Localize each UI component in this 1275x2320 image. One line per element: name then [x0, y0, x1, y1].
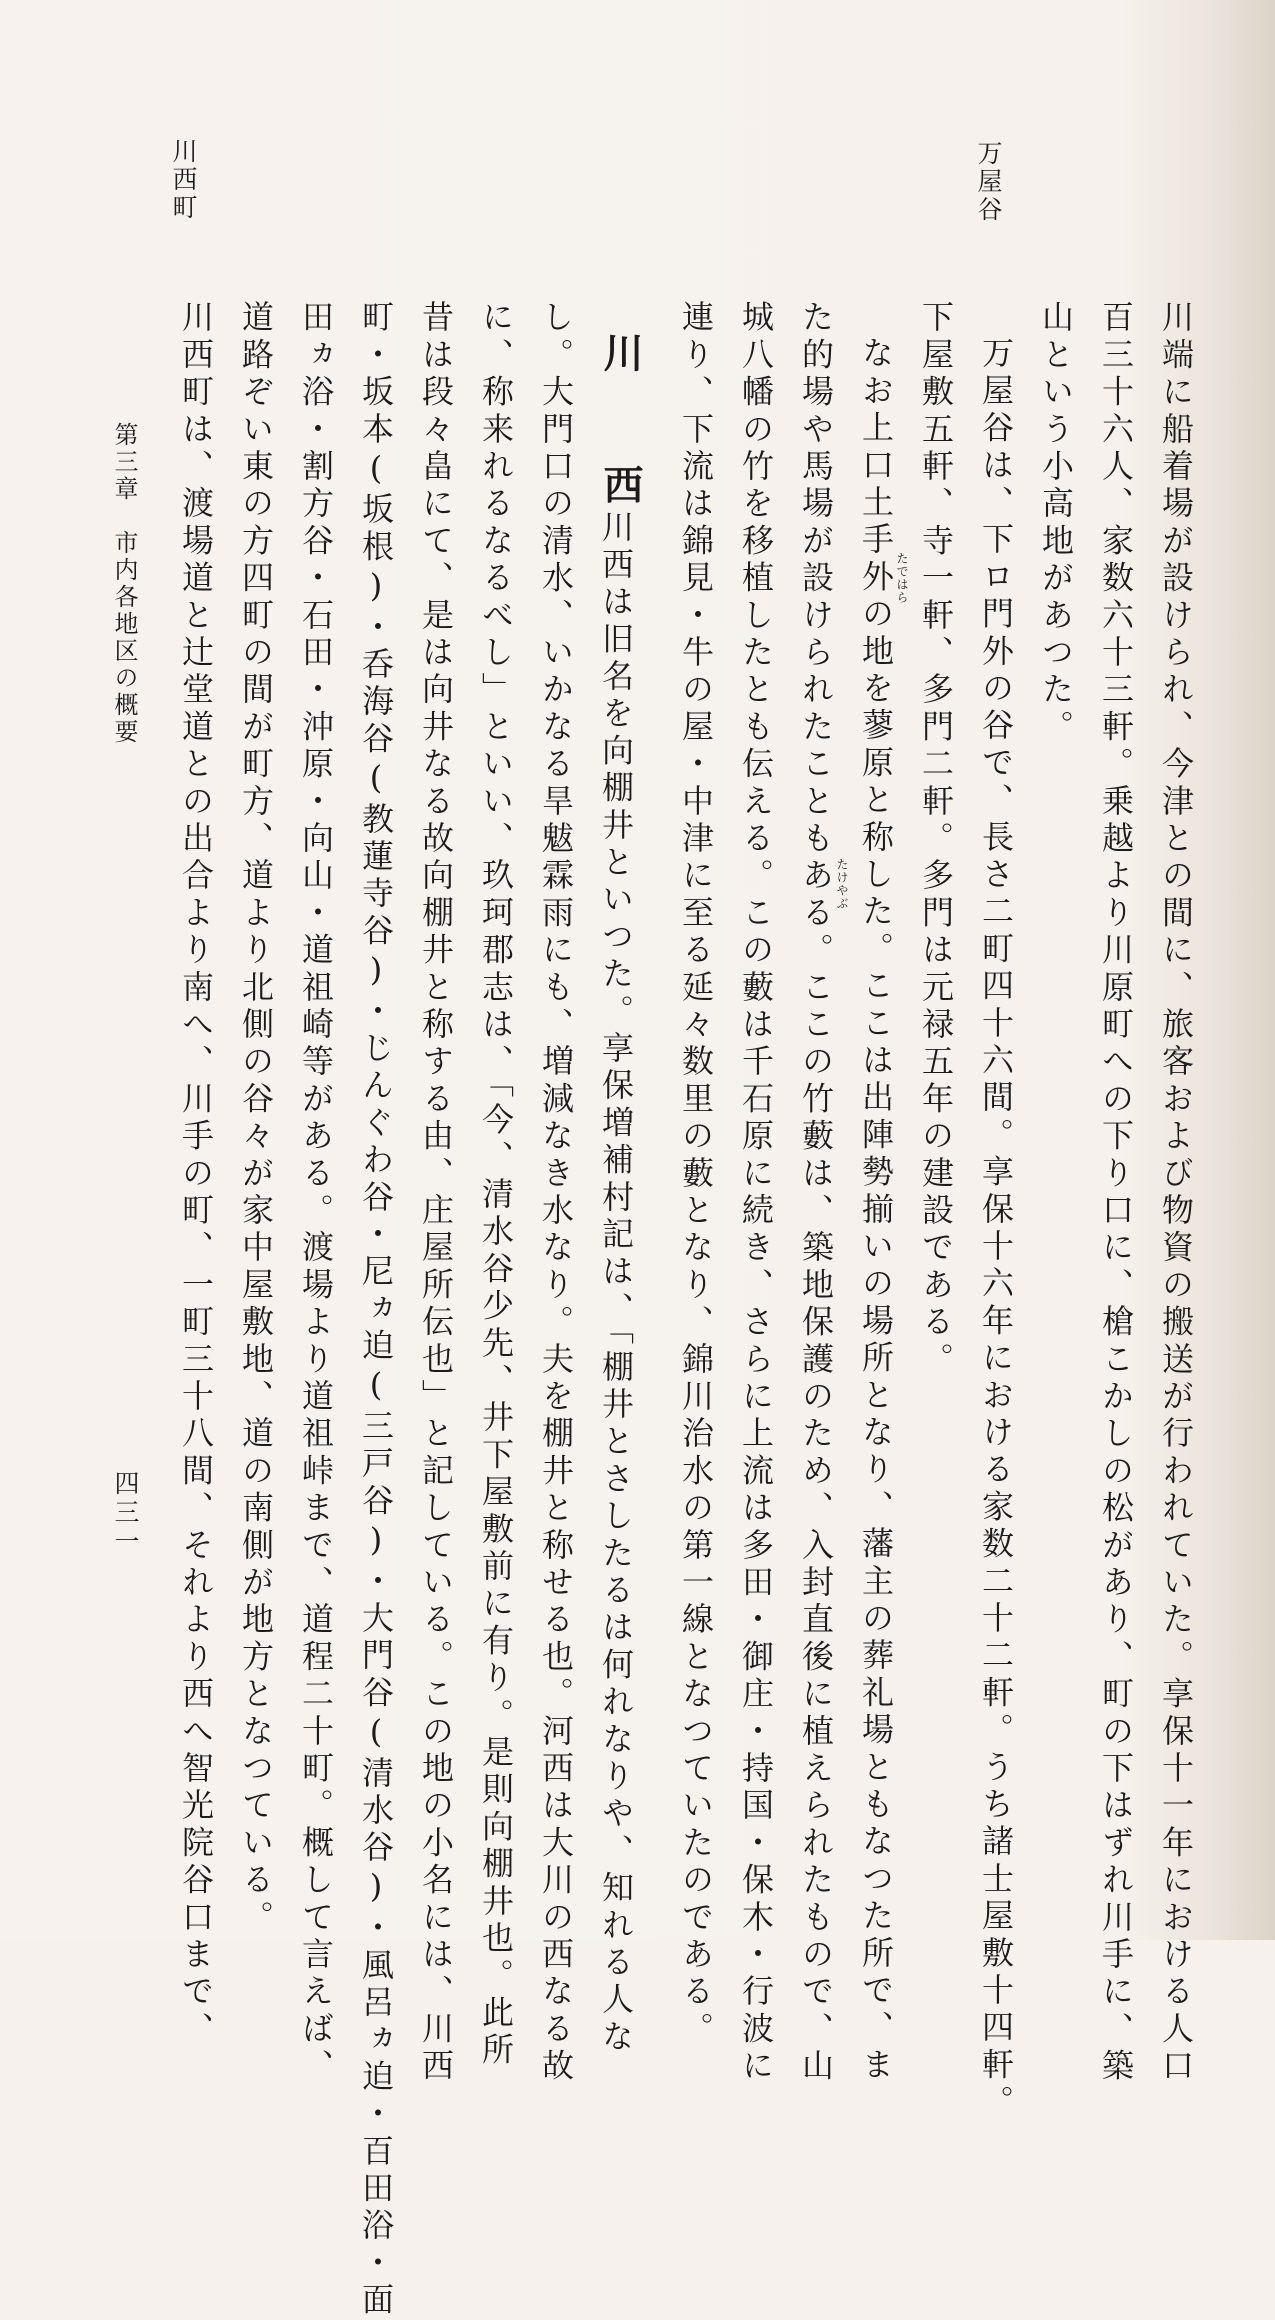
body-line-3: 山という小高地があつた。: [1037, 300, 1075, 747]
body-line-17: 川西町は、渡場道と辻堂道との出合より南へ、川手の町、一町三十八間、それより西へ智光院谷口まで、: [177, 300, 215, 2049]
section-heading: 川 西: [597, 332, 644, 530]
body-line-4: 万屋谷は、下ロ門外の谷で、長さ二町四十六間。享保十六年における家数二十二軒。うち諸士屋敷十四軒。: [977, 336, 1015, 2122]
body-line-14: 町・坂本(坂根)・呑海谷(教蓮寺谷)・じんぐわ谷・尼ヵ迫(三戸谷)・大門谷(清水谷)・風呂ヵ迫・百田浴・面: [357, 300, 395, 2320]
body-line-13: 昔は段々畠にて、是は向井なる故向棚井と称する由、庄屋所伝也」と記している。この地の小名には、川西: [417, 300, 455, 2086]
body-line-10: 川西は旧名を向棚井といつた。享保増補村記は、「棚井とさしたるは何れなりや、知れる人な: [597, 510, 635, 2057]
body-line-8: 城八幡の竹を移植したとも伝える。この藪は千石原に続き、さらに上流は多田・御庄・持国・保木・行波に: [737, 300, 775, 2086]
ruby-tatehara: たではら: [895, 552, 909, 604]
sidebar-label-manyadani: 万屋谷: [974, 140, 1003, 224]
chapter-footer: 第三章 市内各地区の概要: [110, 422, 138, 746]
body-line-6: なお上口土手外の地を蓼原と称した。ここは出陣勢揃いの場所となり、藩主の葬礼場ともなつた所で、ま: [857, 336, 895, 2085]
body-line-11: し。大門口の清水、いかなる旱魃霖雨にも、増減なき水なり。夫を棚井と称せる也。河西は大川の西なる故: [537, 300, 575, 2086]
body-line-2: 百三十六人、家数六十三軒。乗越より川原町への下り口に、槍こかしの松があり、町の下はずれ川手に、築: [1097, 300, 1135, 2086]
sidebar-label-kawanishi-machi: 川西町: [169, 138, 198, 222]
ruby-takeyabu: たけやぶ: [835, 858, 849, 910]
body-line-7: た的場や馬場が設けられたこともある。ここの竹藪は、築地保護のため、入封直後に植えられたもので、山: [797, 300, 835, 2086]
body-line-9: 連り、下流は錦見・牛の屋・中津に至る延々数里の藪となり、錦川治水の第一線となつていたのである。: [677, 300, 715, 2049]
body-line-5: 下屋敷五軒、寺一軒、多門二軒。多門は元禄五年の建設である。: [917, 300, 955, 1379]
body-line-16: 道路ぞい東の方四町の間が町方、道より北側の谷々が家中屋敷地、道の南側が地方となつている。: [237, 300, 275, 1937]
body-line-12: に、称来れるなるべし」といい、玖珂郡志は、「今、清水谷少先、井下屋敷前に有り。是則向棚井也。此所: [477, 300, 515, 2070]
body-line-15: 田ヵ浴・割方谷・石田・沖原・向山・道祖崎等がある。渡場より道祖峠まで、道程二十町。概して言えば、: [297, 300, 335, 2086]
page-number: 四三一: [111, 1470, 140, 1557]
body-line-1: 川端に船着場が設けられ、今津との間に、旅客および物資の搬送が行われていた。享保十一年における人口: [1157, 300, 1195, 2086]
